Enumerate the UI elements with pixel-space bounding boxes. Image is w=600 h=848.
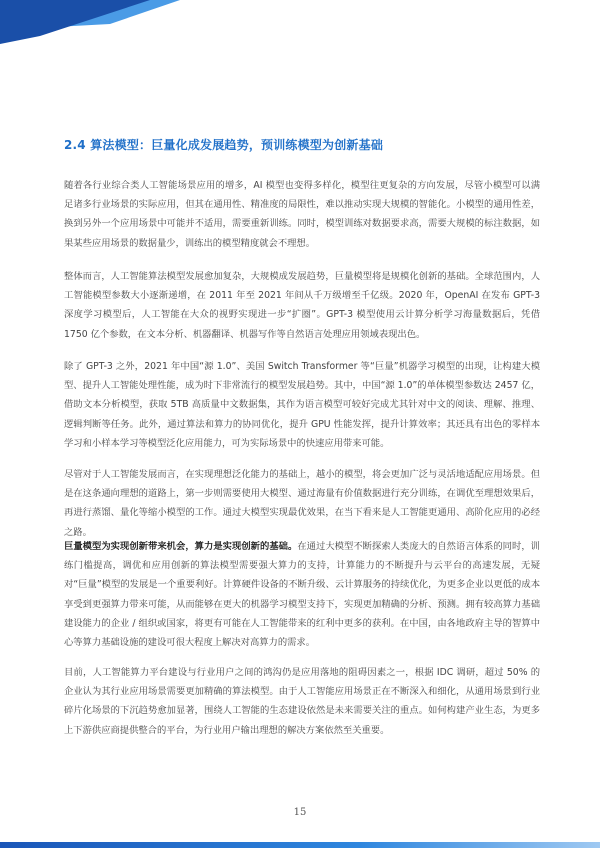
paragraph-5-text: 在通过大模型不断探索人类庞大的自然语言体系的同时，训练门槛提高，调优和应用创新的算法模型需要强大算力的支持，计算能力的不断提升与云平台的高速发展，无疑对“巨量”模型的发展是一个重要利好。计算硬件设备的不断升级、云计算服务的持续优化，为更多企业以更低的成本享受到更强算力带来可能，从而能够在更大的机器学习模型支持下，实现更加精确的分析、预测。拥有较高算力基础建设能力的企业 / 组织或国家，将更有可能在人工智能带来的红利中更多的获利。在中国，由各地政府主导的智算中心等算力基础设施的建设可很大程度上解决对高算力的需求。 xyxy=(64,541,540,649)
header-corner-graphic xyxy=(0,0,180,50)
paragraph-1-text: 随着各行业综合类人工智能场景应用的增多，AI 模型也变得多样化，模型往更复杂的方向发展，尽管小模型可以满足诸多行业场景的实际应用，但其在通用性、精准度的局限性，难以推动实现大规模的智能化。小模型的通用性差，换到另外一个应用场景中可能并不适用，需要重新训练。同时，模型训练对数据要求高，需要大规模的标注数据，如果某些应用场景的数据量少，训练出的模型精度就会不理想。 xyxy=(64,180,540,249)
paragraph-6-text: 目前，人工智能算力平台建设与行业用户之间的鸿沟仍是应用落地的阻碍因素之一，根据 IDC 调研，超过 50% 的企业认为其行业应用场景需要更加精确的算法模型。由于人工智能应用场景正在不断深入和细化，从通用场景到行业碎片化场景的下沉趋势愈加显著，围绕人工智能的生态建设依然是未来需要关注的重点。如何构建产业生态，为更多上下游供应商提供整合的平台，为行业用户输出理想的解决方案依然至关重要。 xyxy=(64,667,540,736)
page-number: 15 xyxy=(293,807,307,818)
paragraph-5-lead: 巨量模型为实现创新带来机会，算力是实现创新的基础。 xyxy=(64,541,298,552)
paragraph-5 xyxy=(64,537,540,652)
footer-accent-bar xyxy=(0,842,600,848)
paragraph-4 xyxy=(64,465,540,542)
section-title: 2.4 算法模型：巨量化成发展趋势，预训练模型为创新基础 xyxy=(64,138,384,152)
paragraph-4-text: 尽管对于人工智能发展而言，在实现理想泛化能力的基础上，越小的模型，将会更加广泛与灵活地适配应用场景。但是在这条通向理想的道路上，第一步则需要使用大模型、通过海量有价值数据进行充分训练，在调优至理想效果后，再进行蒸馏、量化等缩小模型的工作。通过大模型实现最优效果，在当下看来是人工智能更通用、高阶化应用的必经之路。 xyxy=(64,469,540,538)
paragraph-3-text: 除了 GPT-3 之外，2021 年中国“源 1.0”、美国 Switch Transformer 等“巨量”机器学习模型的出现，让构建大模型、提升人工智能处理性能，成为时下非常流行的模型发展趋势。其中，中国“源 1.0”的单体模型参数达 2457 亿，借助文本分析模型，获取 5TB 高质量中文数据集，其作为语言模型可较好完成尤其针对中文的阅读、理解、推理、逻辑判断等任务。此外，通过算法和算力的协同优化，提升 GPU 性能发挥，提升计算效率；其还具有出色的零样本学习和小样本学习等模型泛化应用能力，可为实际场景中的快速应用带来可能。 xyxy=(64,361,540,449)
paragraph-1 xyxy=(64,176,540,253)
paragraph-6 xyxy=(64,663,540,740)
paragraph-2 xyxy=(64,267,540,344)
paragraph-2-text: 整体而言，人工智能算法模型发展愈加复杂，大规模成发展趋势，巨量模型将是规模化创新的基础。全球范围内，人工智能模型参数大小逐渐递增，在 2011 年至 2021 年间从千万级增至千亿级。2020 年，OpenAI 在发布 GPT-3 深度学习模型后，人工智能在大众的视野实现进一步“扩圈”。GPT-3 模型使用云计算分析学习海量数据后，凭借 1750 亿个参数，在文本分析、机器翻译、机器写作等自然语言处理应用领域表现出色。 xyxy=(64,271,540,340)
paragraph-3 xyxy=(64,357,540,453)
